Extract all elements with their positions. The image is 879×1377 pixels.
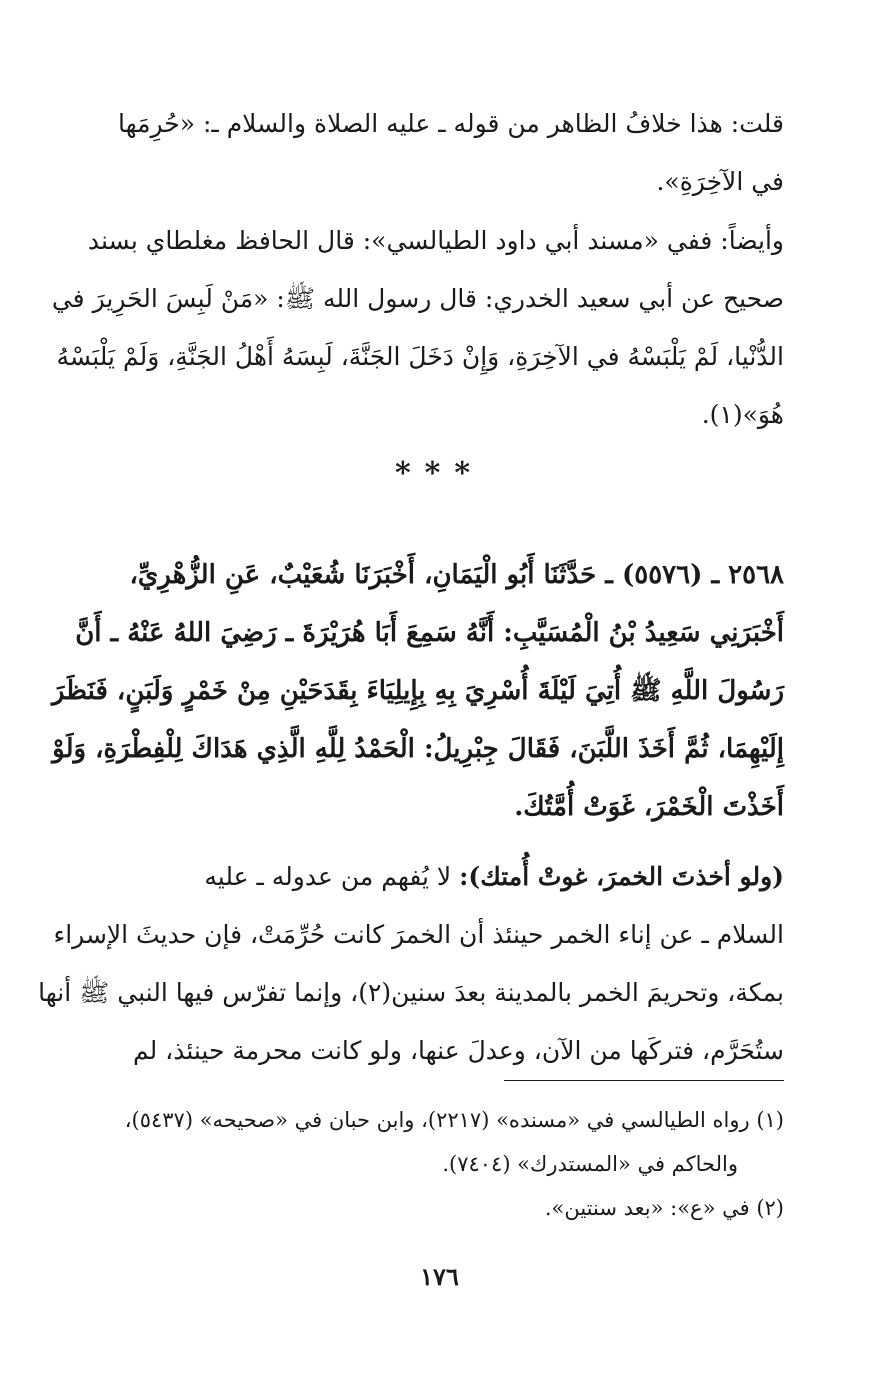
quoted-phrase: (ولو أخذتَ الخمرَ، غوتْ أُمتك): xyxy=(459,862,784,891)
footnote-1-continuation: والحاكم في «المستدرك» (٧٤٠٤). xyxy=(442,1152,738,1176)
text-run: لا يُفهم من عدوله ـ عليه xyxy=(204,862,460,891)
text-line: وأيضاً: ففي «مسند أبي داود الطيالسي»: قال الحافظ مغلطاي بسند xyxy=(87,226,784,255)
text-line: ستُحَرَّم، فتركَها من الآن، وعدلَ عنها، ولو كانت محرمة حينئذ، لم xyxy=(132,1036,784,1065)
page-number: ١٧٦ xyxy=(420,1262,459,1291)
text-line: بمكة، وتحريمَ الخمر بالمدينة بعدَ سنين(٢)، وإنما تفرّس فيها النبي ﷺ أنها xyxy=(38,978,784,1007)
hadith-line: أَخَذْتَ الْخَمْرَ، غَوَتْ أُمَّتُكَ. xyxy=(514,792,784,822)
text-line: قلت: هذا خلافُ الظاهر من قوله ـ عليه الصلاة والسلام ـ: «حُرِمَها xyxy=(117,109,784,138)
text-line: صحيح عن أبي سعيد الخدري: قال رسول الله ﷺ: «مَنْ لَبِسَ الحَرِيرَ في xyxy=(51,284,784,313)
footnote-1: (١) رواه الطيالسي في «مسنده» (٢٢١٧)، وابن حبان في «صحيحه» (٥٤٣٧)، xyxy=(124,1108,784,1132)
text-line xyxy=(95,848,784,906)
section-separator: *** xyxy=(394,456,485,491)
hadith-line: أَخْبَرَنِي سَعِيدُ بْنُ الْمُسَيَّبِ: أَنَّهُ سَمِعَ أَبَا هُرَيْرَةَ ـ رَضِيَ اللهُ عَنْهُ ـ أَنَّ xyxy=(75,618,784,648)
paragraph-commentary-1 xyxy=(95,95,784,211)
hadith-text xyxy=(51,546,784,836)
text-line: في الآخِرَةِ». xyxy=(656,167,784,196)
footnotes xyxy=(95,1098,784,1230)
text-line: السلام ـ عن إناء الخمر حينئذ أن الخمرَ كانت حُرِّمَتْ، فإن حديثَ الإسراء xyxy=(53,920,784,949)
text-line: الدُّنْيا، لَمْ يَلْبَسْهُ في الآخِرَةِ، وَإِنْ دَخَلَ الجَنَّةَ، لَبِسَهُ أَهْلُ الجَنَّةِ، وَلَمْ يَلْبَسْهُ xyxy=(56,342,784,371)
footnote-2: (٢) في «ع»: «بعد سنتين». xyxy=(544,1196,784,1220)
paragraph-commentary-3 xyxy=(38,848,784,1080)
hadith-line: ٢٥٦٨ ـ (٥٥٧٦) ـ حَدَّثَنَا أَبُو الْيَمَانِ، أَخْبَرَنَا شُعَيْبٌ، عَنِ الزُّهْرِيِّ، xyxy=(129,560,784,590)
paragraph-commentary-2 xyxy=(51,212,784,444)
footnote-divider xyxy=(504,1080,784,1081)
text-line: هُوَ»(١). xyxy=(701,400,784,429)
hadith-line: إِلَيْهِمَا، ثُمَّ أَخَذَ اللَّبَنَ، فَقَالَ جِبْرِيلُ: الْحَمْدُ لِلَّهِ الَّذِي هَدَاكَ لِلْفِطْرَةِ، وَلَوْ xyxy=(52,734,784,764)
hadith-line: رَسُولَ اللَّهِ ﷺ أُتِيَ لَيْلَةَ أُسْرِيَ بِهِ بِإِيلِيَاءَ بِقَدَحَيْنِ مِنْ خَمْرٍ وَلَبَنٍ، فَنَظَرَ xyxy=(51,676,784,706)
